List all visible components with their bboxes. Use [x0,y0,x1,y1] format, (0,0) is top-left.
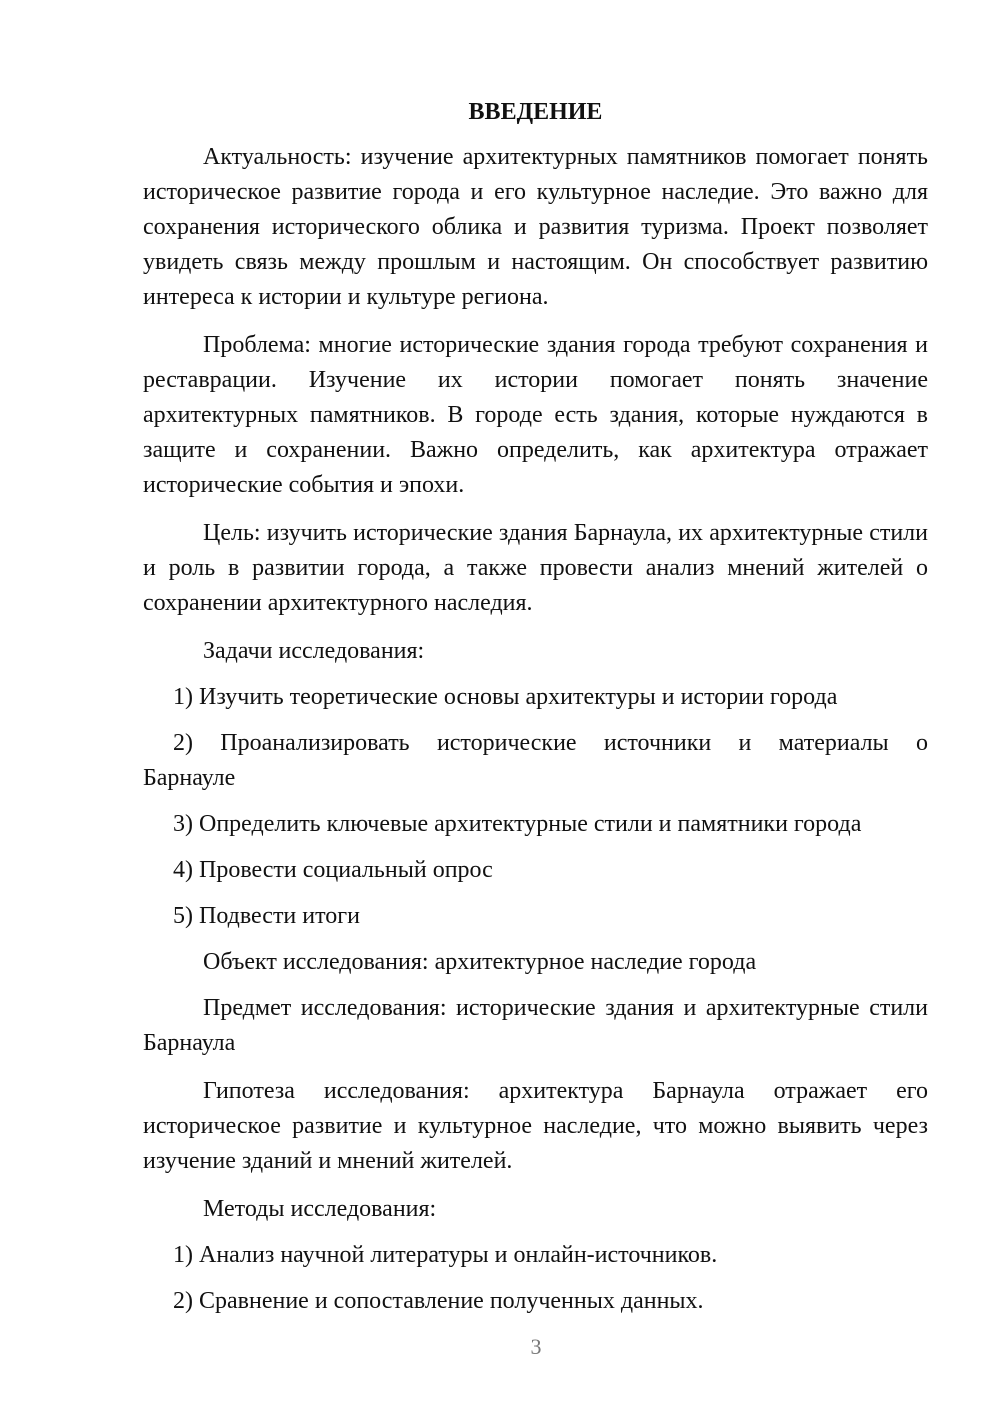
object-paragraph: Объект исследования: архитектурное наследие города [203,949,757,975]
task-item-4: 4) Провести социальный опрос [173,857,493,883]
task-item-2-line-1: 2) Проанализировать исторические источники и материалы о [173,730,928,756]
task-item-1: 1) Изучить теоретические основы архитектуры и истории города [173,684,838,710]
subject-paragraph: Предмет исследования: исторические здания и архитектурные стили Барнаула [143,995,928,1056]
page-number: 3 [530,1334,542,1359]
task-item-2 [143,726,928,796]
goal-paragraph: Цель: изучить исторические здания Барнаула, их архитектурные стили и роль в развитии города, а также провести анализ мнений жителей о сохранении архитектурного наследия. [143,520,928,616]
method-item-1: 1) Анализ научной литературы и онлайн-источников. [173,1242,718,1268]
page-content [143,95,928,1330]
actuality-paragraph: Актуальность: изучение архитектурных памятников помогает понять историческое развитие города и его культурное наследие. Это важно для сохранения исторического облика и развития туризма. Проект позволяет увидеть связь между прошлым и настоящим. Он способствует развитию интереса к истории и культуре региона. [143,144,928,310]
method-item-2: 2) Сравнение и сопоставление полученных данных. [173,1288,704,1314]
methods-title: Методы исследования: [203,1196,437,1222]
problem-paragraph: Проблема: многие исторические здания города требуют сохранения и реставрации. Изучение их истории помогает понять значение архитектурных памятников. В городе есть здания, которые нуждаются в защите и сохранении. Важно определить, как архитектура отражает исторические события и эпохи. [143,332,928,498]
task-item-5: 5) Подвести итоги [173,903,360,929]
task-item-3: 3) Определить ключевые архитектурные стили и памятники города [173,811,862,837]
tasks-title: Задачи исследования: [203,638,425,664]
page-title: ВВЕДЕНИЕ [468,99,603,125]
task-item-2-line-2: Барнауле [143,765,236,791]
hypothesis-paragraph: Гипотеза исследования: архитектура Барнаула отражает его историческое развитие и культурное наследие, что можно выявить через изучение зданий и мнений жителей. [143,1078,928,1174]
